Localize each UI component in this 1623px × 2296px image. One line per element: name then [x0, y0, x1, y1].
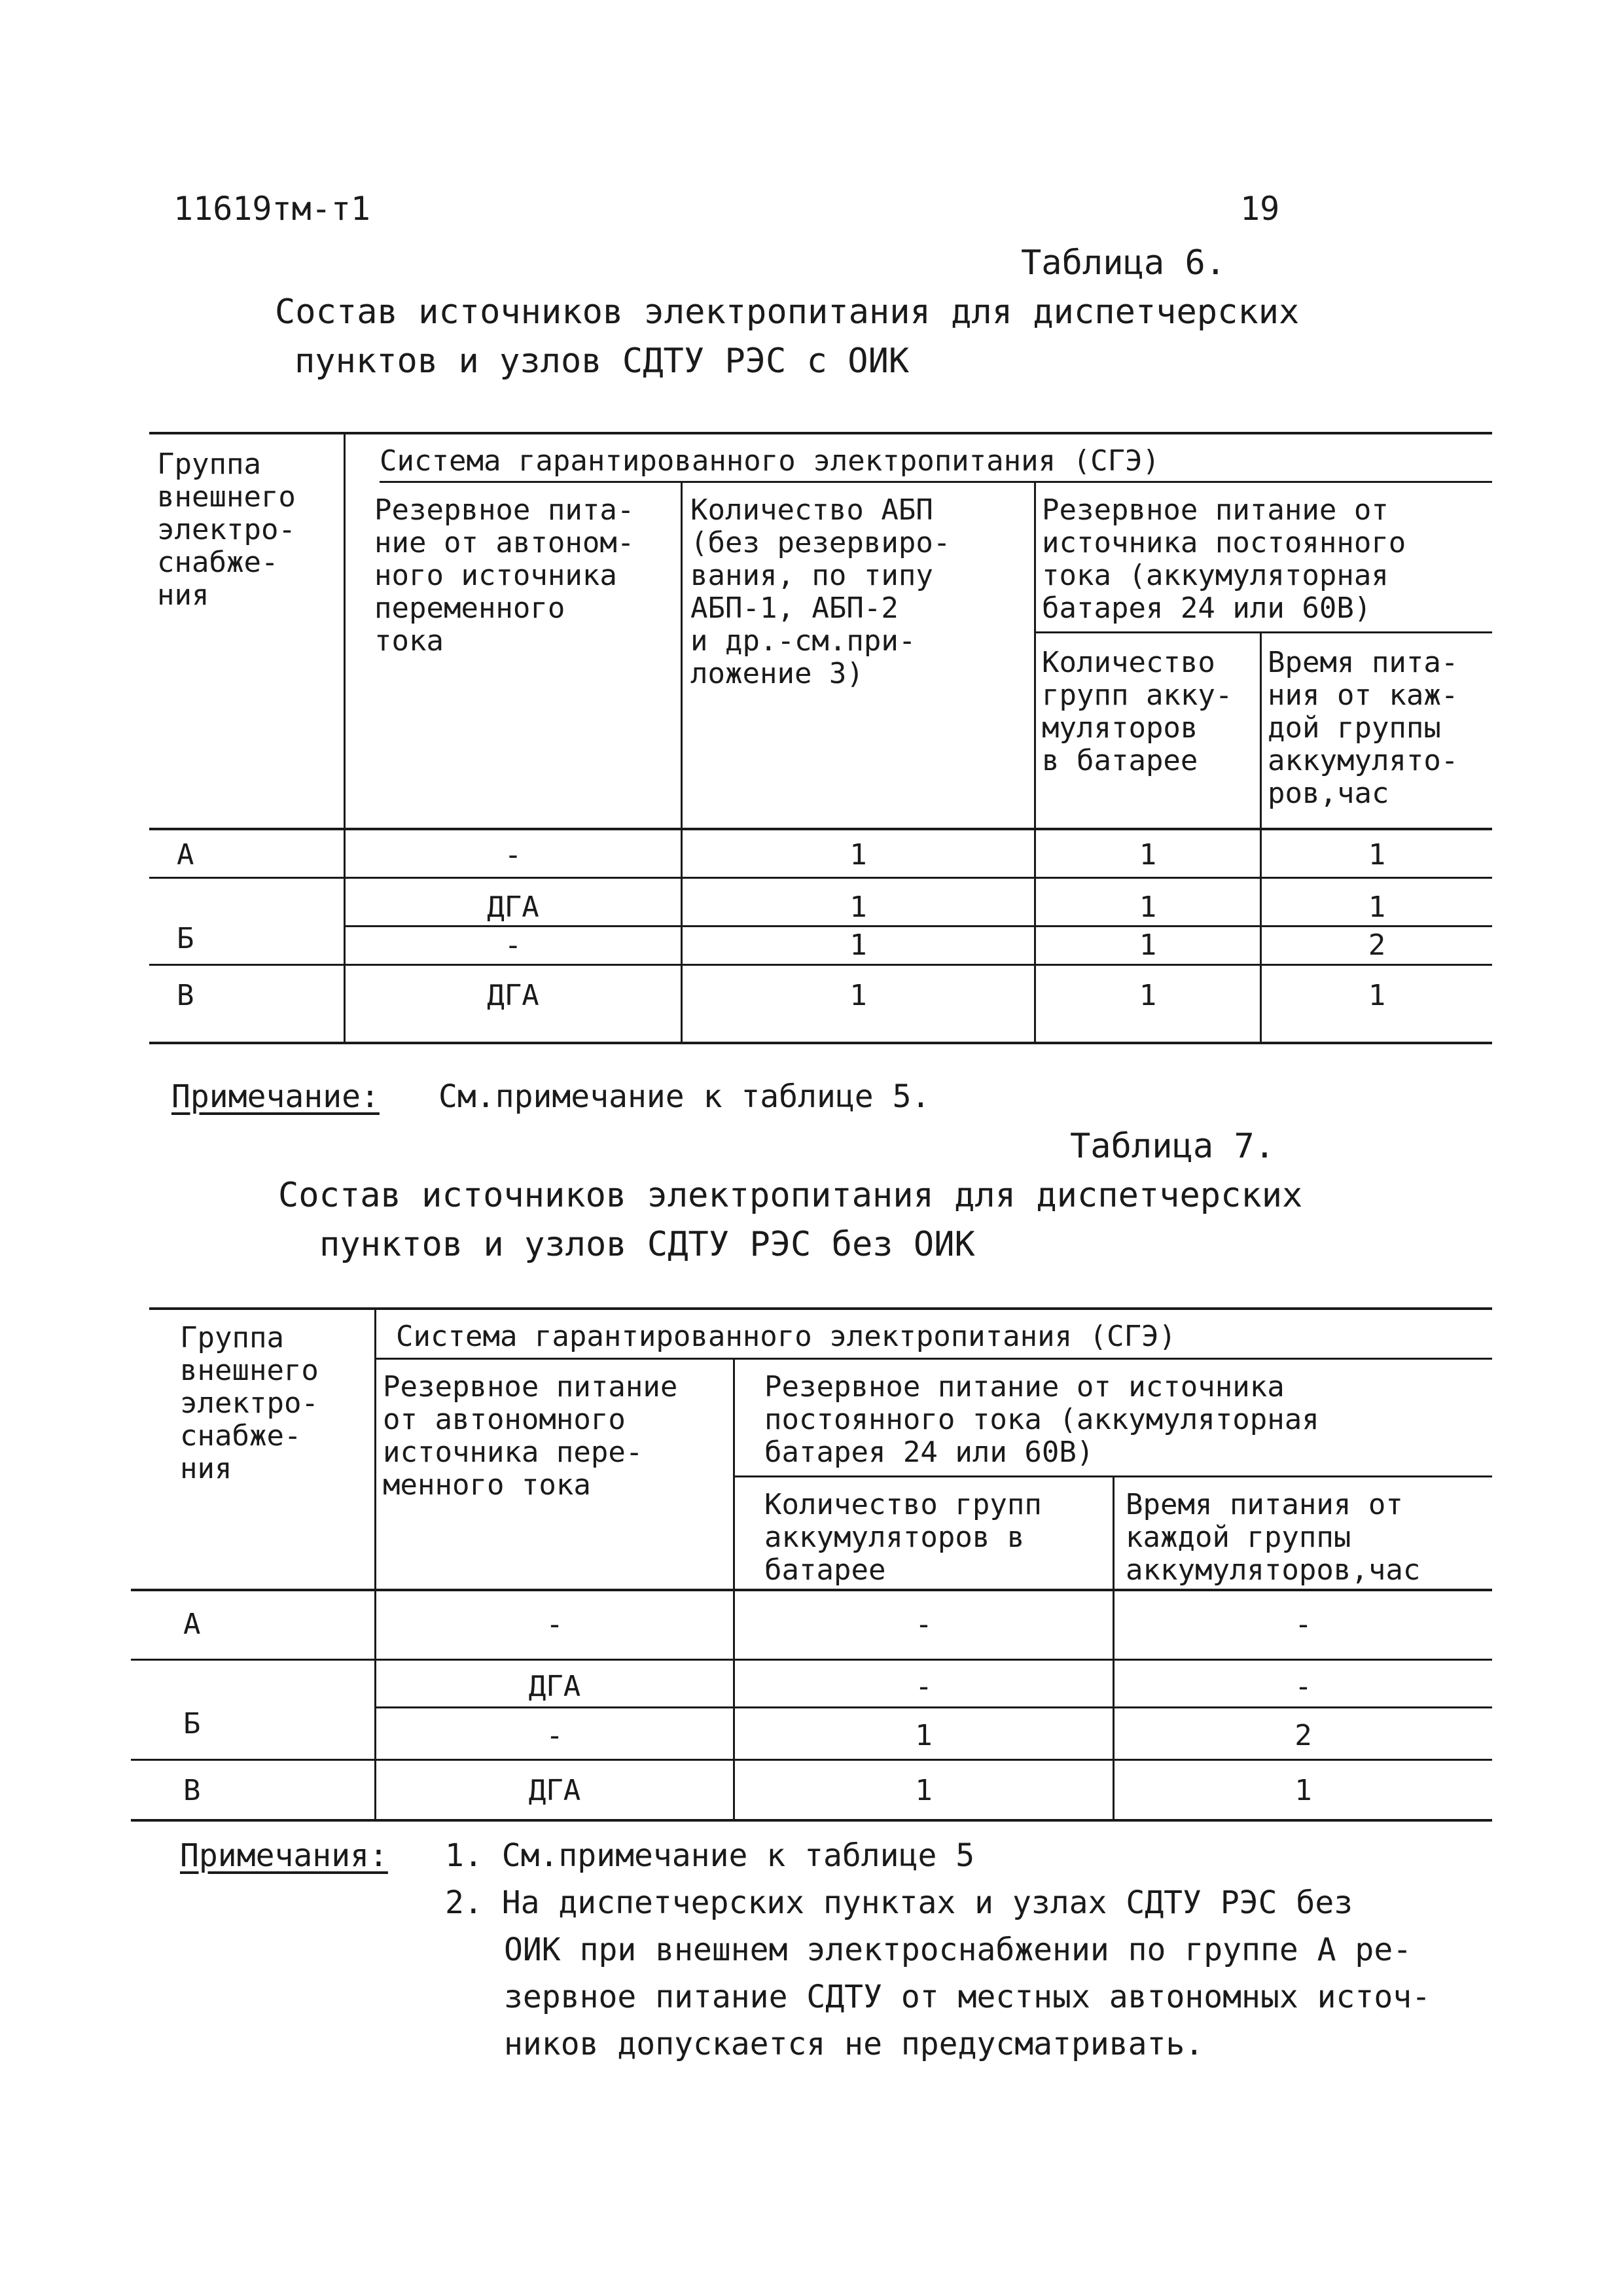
- table6-row-abp: 1: [849, 891, 867, 924]
- table7-row-groups: -: [915, 1670, 933, 1703]
- table7-header-group: Группа внешнего электро- снабже- ния: [180, 1321, 319, 1485]
- table7-note-2-line2: ОИК при внешнем электроснабжении по группе А ре-: [504, 1932, 1412, 1968]
- table6-row-abp: 1: [849, 838, 867, 872]
- table7-row-time: -: [1294, 1608, 1312, 1641]
- table6-dc-rule: [1034, 631, 1492, 633]
- table7-system-rule: [376, 1358, 1492, 1360]
- table6-row-abp: 1: [849, 979, 867, 1012]
- document-code: 11619тм-т1: [173, 190, 371, 228]
- table6-row-abp: 1: [849, 928, 867, 962]
- table6-label: Таблица 6.: [1021, 243, 1226, 283]
- table7-row-groups: 1: [915, 1719, 933, 1752]
- table6-system-rule: [380, 481, 1492, 483]
- table6-row-time: 2: [1368, 928, 1386, 962]
- table7-row-rule-b: [376, 1706, 1492, 1708]
- table6-row-ac: ДГА: [487, 979, 539, 1012]
- table6-row-groups: 1: [1139, 979, 1157, 1012]
- table6-title-line1: Состав источников электропитания для диспетчерских: [275, 292, 1300, 332]
- table6-note-label: Примечание:: [171, 1078, 380, 1115]
- table6-row-rule-a: [149, 877, 1492, 879]
- table6-row-ac: -: [504, 928, 522, 962]
- table6-bottom-rule: [149, 1042, 1492, 1044]
- page-number: 19: [1240, 190, 1280, 228]
- table7-header-system: Система гарантированного электропитания (СГЭ): [396, 1320, 1177, 1353]
- table7-row-rule-a: [131, 1659, 1492, 1661]
- table7-notes-label: Примечания:: [180, 1837, 388, 1874]
- table7-label: Таблица 7.: [1070, 1127, 1275, 1166]
- table6-row-ac: -: [504, 838, 522, 872]
- table7-top-rule: [149, 1307, 1492, 1310]
- table6-title-line2: пунктов и узлов СДТУ РЭС с ОИК: [294, 342, 910, 381]
- table7-header-rule: [131, 1589, 1492, 1591]
- table7-row-ac: -: [546, 1719, 563, 1752]
- table7-row-groups: 1: [915, 1774, 933, 1807]
- table6-top-rule: [149, 432, 1492, 434]
- table6-row-time: 1: [1368, 979, 1386, 1012]
- table6-header-abp: Количество АБП (без резервиро- вания, по типу АБП-1, АБП-2 и др.-см.при- ложение 3): [690, 493, 951, 690]
- table7-row-time: 1: [1294, 1774, 1312, 1807]
- table7-row-ac: -: [546, 1608, 563, 1641]
- table7-header-groups: Количество групп аккумуляторов в батарее: [764, 1488, 1042, 1587]
- table7-note-2-line3: зервное питание СДТУ от местных автономных источ-: [504, 1979, 1431, 2015]
- table6-row-time: 1: [1368, 838, 1386, 872]
- table6-row-groups: 1: [1139, 928, 1157, 962]
- table7-note-2-line1: 2. На диспетчерских пунктах и узлах СДТУ РЭС без: [445, 1884, 1353, 1921]
- table7-bottom-rule: [131, 1819, 1492, 1822]
- table6-row-time: 1: [1368, 891, 1386, 924]
- table6-header-reserve-dc: Резервное питание от источника постоянного тока (аккумуляторная батарея 24 или 60В): [1042, 493, 1406, 625]
- table7-header-reserve-dc: Резервное питание от источника постоянного тока (аккумуляторная батарея 24 или 60В): [764, 1370, 1319, 1469]
- table6-row-groups: 1: [1139, 838, 1157, 872]
- table6-header-groups: Количество групп акку- муляторов в батарее: [1042, 646, 1233, 777]
- table7-header-reserve-ac: Резервное питание от автономного источника пере- менного тока: [383, 1370, 678, 1502]
- table7-row-time: 2: [1294, 1719, 1312, 1752]
- table6-row-rule-c: [149, 964, 1492, 966]
- table7-header-time: Время питания от каждой группы аккумуляторов,час: [1126, 1488, 1421, 1587]
- table6-header-group: Группа внешнего электро- снабже- ния: [157, 448, 296, 612]
- table7-title-line2: пунктов и узлов СДТУ РЭС без ОИК: [319, 1225, 975, 1264]
- table7-row-ac: ДГА: [528, 1774, 581, 1807]
- table6-note-text: См.примечание к таблице 5.: [438, 1078, 931, 1115]
- table6-row-ac: ДГА: [487, 891, 539, 924]
- table6-header-system: Система гарантированного электропитания (СГЭ): [380, 444, 1160, 478]
- table6-row-group: В: [177, 979, 194, 1012]
- table6-row-groups: 1: [1139, 891, 1157, 924]
- table7-row-ac: ДГА: [528, 1670, 581, 1703]
- table6-header-time: Время пита- ния от каж- дой группы аккумулято- ров,час: [1268, 646, 1459, 810]
- table6-row-rule-b: [344, 925, 1492, 927]
- table7-note-1: 1. См.примечание к таблице 5: [445, 1837, 975, 1874]
- table7-row-rule-c: [131, 1759, 1492, 1761]
- table7-title-line1: Состав источников электропитания для диспетчерских: [278, 1176, 1303, 1215]
- table7-row-group: Б: [183, 1707, 201, 1740]
- table7-row-group: А: [183, 1608, 201, 1641]
- table6-header-reserve-ac: Резервное пита- ние от автоном- ного источника переменного тока: [374, 493, 635, 658]
- table7-row-groups: -: [915, 1608, 933, 1641]
- table6-header-rule: [149, 828, 1492, 830]
- table7-row-group: В: [183, 1774, 201, 1807]
- table7-row-time: -: [1294, 1670, 1312, 1703]
- table7-col-rule-3: [1113, 1475, 1115, 1821]
- table6-row-group: А: [177, 838, 194, 872]
- table6-row-group: Б: [177, 922, 194, 955]
- table7-note-2-line4: ников допускается не предусматривать.: [504, 2026, 1204, 2062]
